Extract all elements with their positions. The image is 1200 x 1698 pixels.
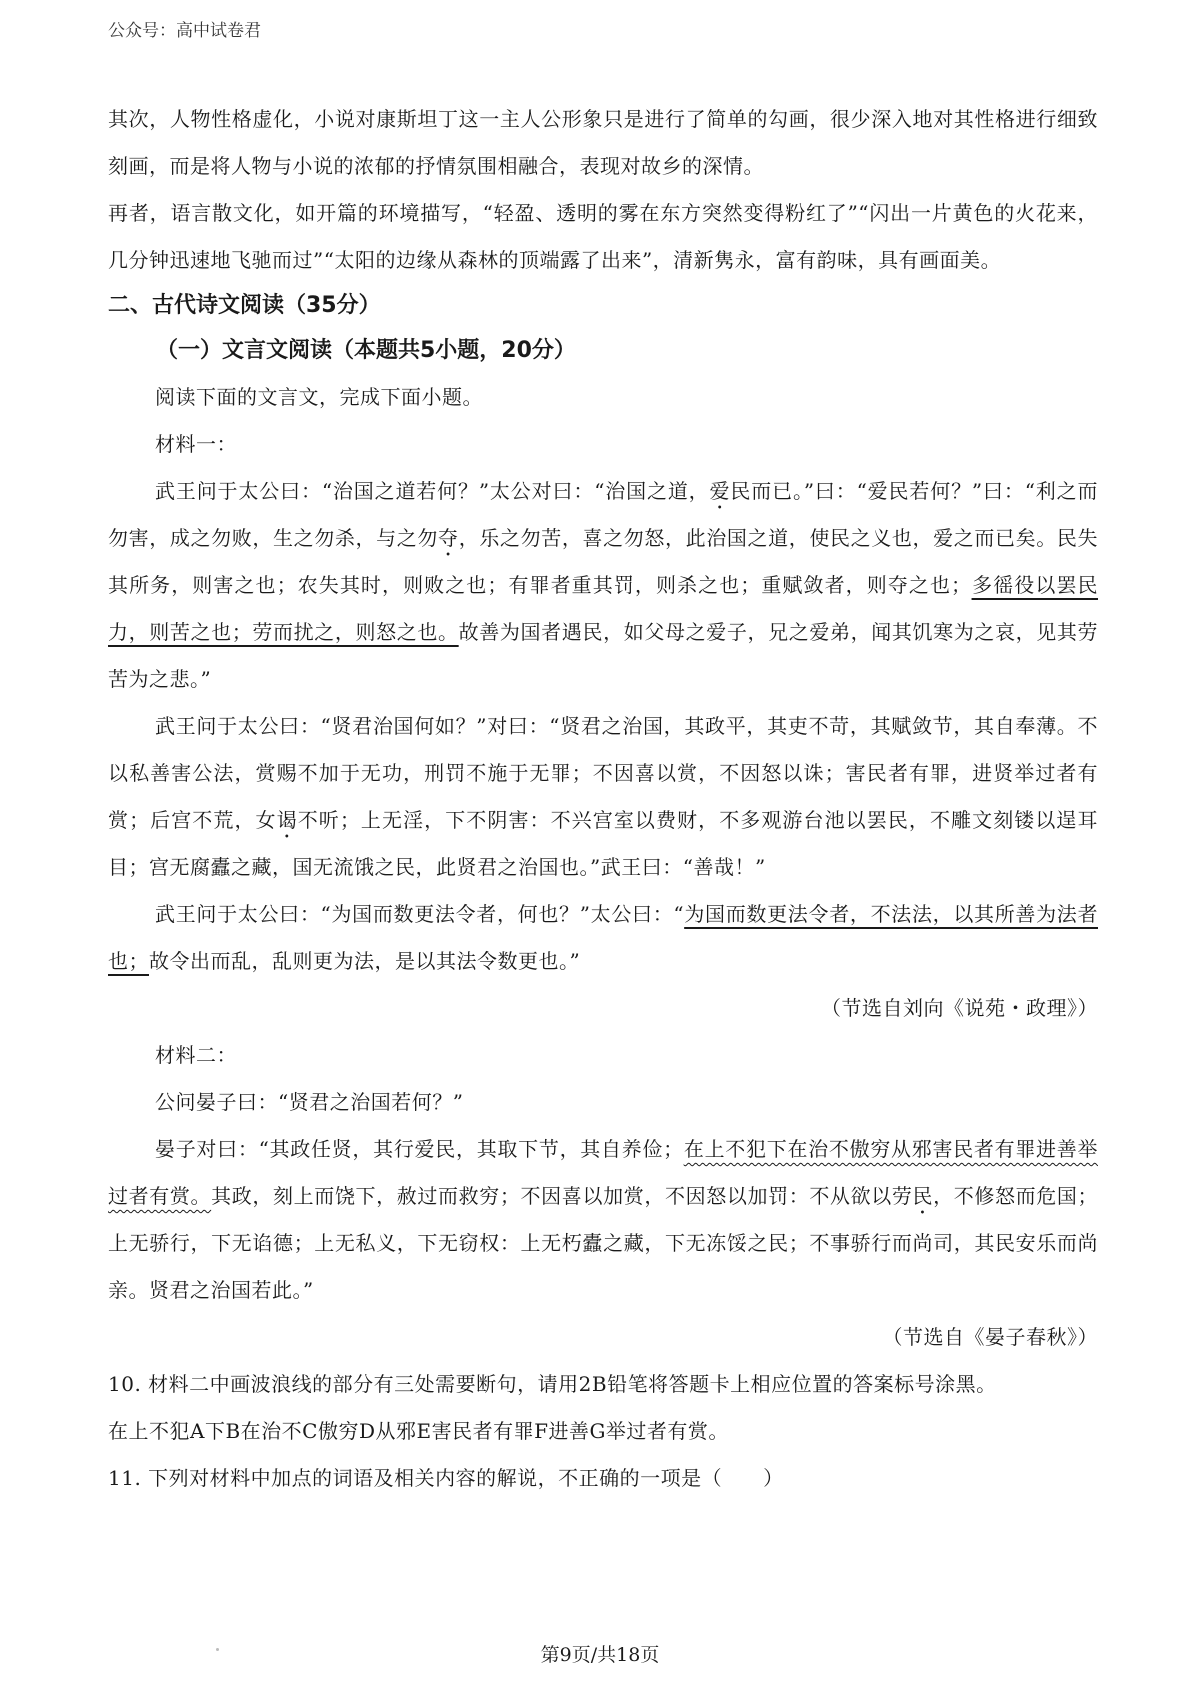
text-span: 故令出而乱，乱则更为法，是以其法令数更也。” — [149, 949, 581, 973]
question-11: 11. 下列对材料中加点的词语及相关内容的解说，不正确的一项是（ ） — [108, 1466, 784, 1490]
material-1-paragraph-3 — [108, 891, 1098, 985]
material-2-paragraph-1: 公问晏子曰：“贤君之治国若何？” — [155, 1090, 464, 1114]
material-1-label: 材料一： — [155, 432, 237, 456]
text-span: 武王问于太公曰：“贤君治国何如？”对曰：“贤君之治国，其政平，其吏不苛，其赋敛节，其自奉薄。不以私善害公法，赏赐不加于无功，刑罚不施于无罪；不因喜以赏，不因怒以诛；害民者有罪，进贤举过者有赏；后宫不荒，女 — [108, 714, 1098, 832]
source-citation-2: （节选自《晏子春秋》） — [882, 1325, 1098, 1349]
question-10: 10. 材料二中画波浪线的部分有三处需要断句，请用2B铅笔将答题卡上相应位置的答案标号涂黑。 — [108, 1372, 997, 1396]
section-title: 二、古代诗文阅读（35分） — [108, 293, 381, 318]
dotted-word: 夺 — [438, 526, 459, 550]
source-citation-1: （节选自刘向《说苑・政理》） — [821, 996, 1098, 1020]
reading-instruction: 阅读下面的文言文，完成下面小题。 — [155, 385, 483, 409]
material-1-paragraph-1 — [108, 468, 1098, 703]
text-span: 民而已。”曰：“爱民若何？”曰：“利之而勿害，成之勿败，生之勿杀，与之勿 — [108, 479, 1098, 550]
material-2-paragraph-2 — [108, 1126, 1098, 1314]
text-span: 其政，刻上而饶下，赦过而救穷；不因喜以加赏，不因怒以加罚：不从欲以劳 — [211, 1184, 913, 1208]
dotted-word: 谒 — [276, 808, 298, 832]
material-1-paragraph-2 — [108, 703, 1098, 891]
header-account: 公众号：高中试卷君 — [108, 21, 261, 41]
text-span: ，不修怒而危国；上无骄行，下无谄德；上无私义，下无窃权：上无朽蠹之藏，下无冻馁之民；不事骄行而尚司，其民安乐而尚亲。贤君之治国若此。” — [108, 1184, 1099, 1302]
underlined-sentence: 为国而数更法令者，不法法，以其所善为法者也； — [108, 902, 1098, 973]
document-body — [108, 96, 1098, 1502]
page-number: 第9页/共18页 — [540, 1644, 660, 1666]
text-span: 不听；上无淫，下不阴害：不兴宫室以费财，不多观游台池以罢民，不雕文刻镂以逞耳目；宫无腐蠹之藏，国无流饿之民，此贤君之治国也。”武王曰：“善哉！” — [108, 808, 1099, 879]
text-span: 故善为国者遇民，如父母之爱子，兄之爱弟，闻其饥寒为之哀，见其劳苦为之悲。” — [108, 620, 1099, 691]
wavy-underlined-sentence: 在上不犯下在治不傲穷从邪害民者有罪进善举过者有赏。 — [108, 1137, 1098, 1208]
text-span: 武王问于太公曰：“为国而数更法令者，何也？”太公曰：“ — [155, 902, 685, 926]
dotted-word: 爱 — [709, 479, 731, 503]
subsection-title: （一）文言文阅读（本题共5小题，20分） — [156, 338, 576, 363]
intro-paragraph-1: 其次，人物性格虚化，小说对康斯坦丁这一主人公形象只是进行了简单的勾画，很少深入地对其性格进行细致刻画，而是将人物与小说的浓郁的抒情氛围相融合，表现对故乡的深情。 — [108, 107, 1098, 178]
material-2-label: 材料二： — [155, 1043, 237, 1067]
question-10-options: 在上不犯A下B在治不C傲穷D从邪E害民者有罪F进善G举过者有赏。 — [108, 1419, 729, 1443]
intro-paragraph-2: 再者，语言散文化，如开篇的环境描写，“轻盈、透明的雾在东方突然变得粉红了”“闪出一片黄色的火花来，几分钟迅速地飞驰而过”“太阳的边缘从森林的顶端露了出来”，清新隽永，富有韵味，具有画面美。 — [108, 201, 1098, 272]
text-span: ，乐之勿苦，喜之勿怒，此治国之道，使民之义也，爱之而已矣。民失其所务，则害之也；农失其时，则败之也；有罪者重其罚，则杀之也；重赋敛者，则夺之也； — [108, 526, 1099, 597]
underlined-sentence: 多徭役以罢民力，则苦之也；劳而扰之，则怒之也。 — [108, 573, 1099, 644]
text-span: 晏子对曰：“其政任贤，其行爱民，其取下节，其自养俭； — [155, 1137, 684, 1161]
dotted-word: 民 — [912, 1184, 934, 1208]
text-span: 武王问于太公曰：“治国之道若何？”太公对曰：“治国之道， — [155, 479, 710, 503]
